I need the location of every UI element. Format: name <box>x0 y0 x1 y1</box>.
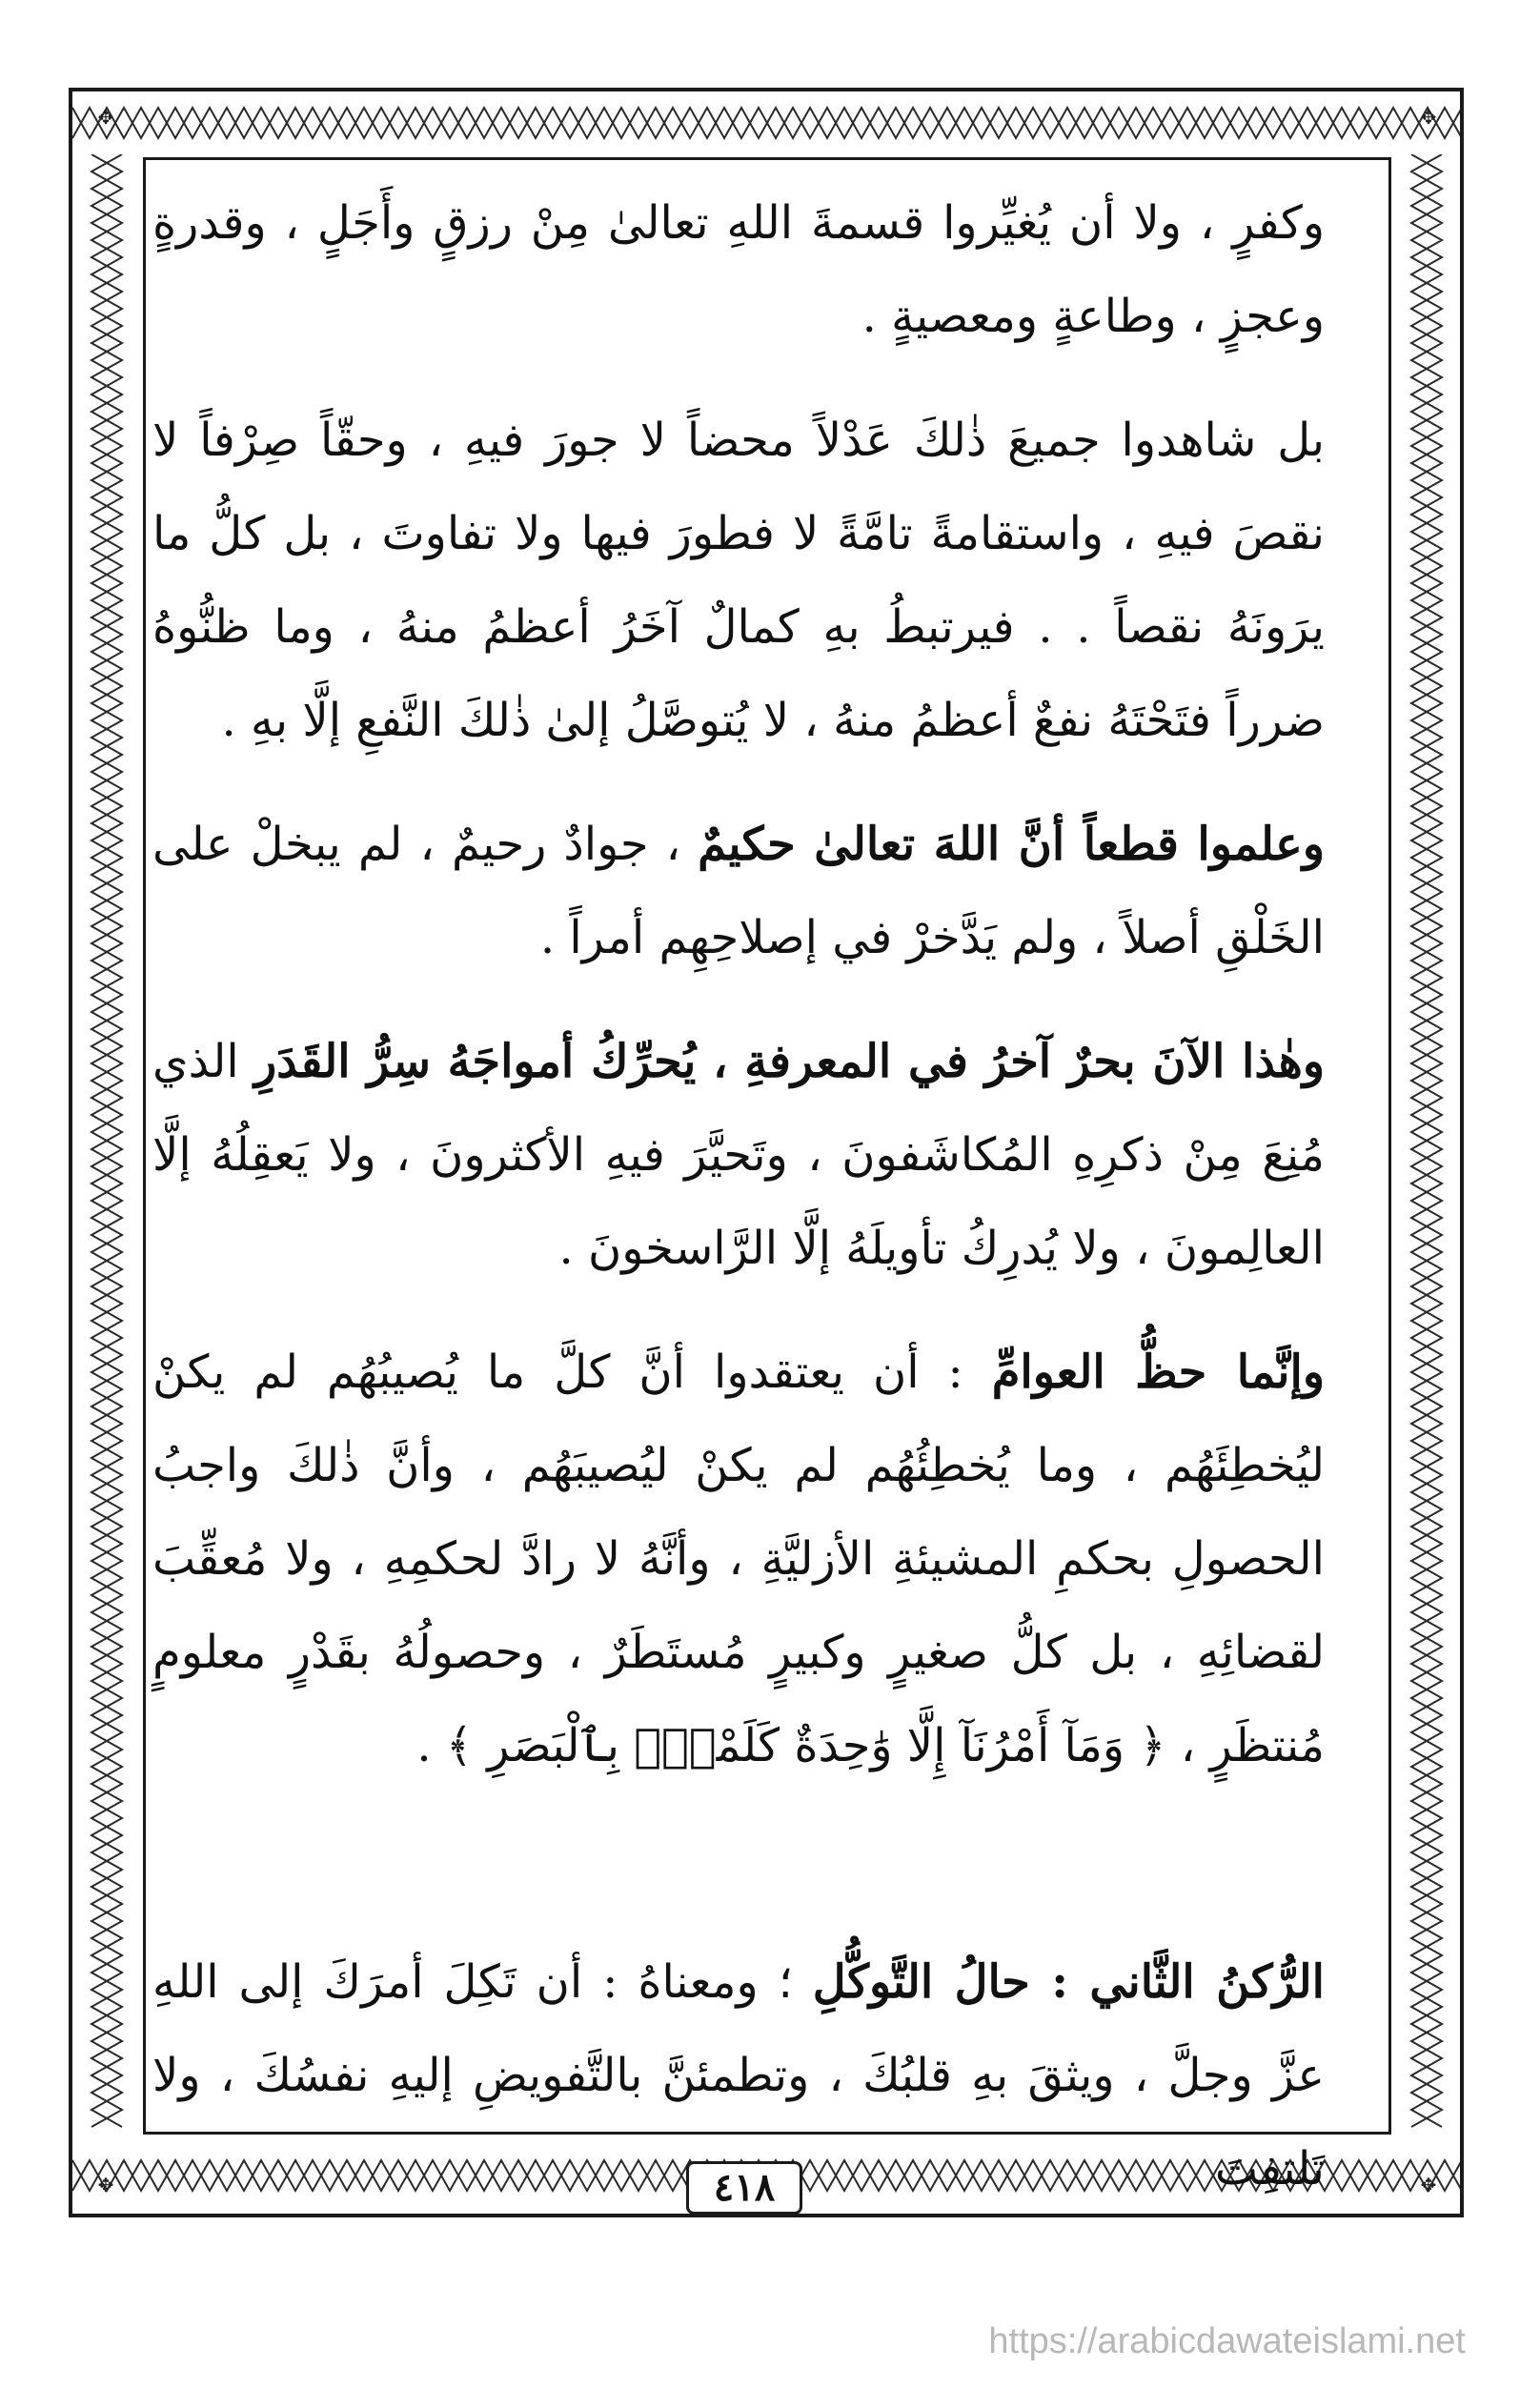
corner-ornament-top-left-icon: ✥ <box>1420 106 1437 129</box>
paragraph-end: . <box>416 1719 446 1772</box>
watermark-url: https://arabicdawateislami.net <box>988 2321 1466 2361</box>
paragraph-text: : أن يعتقدوا أنَّ كلَّ ما يُصيبُهُم لم يكنْ ليُخطِئَهُم ، وما يُخطِئُهُم لم يكنْ ليُصيبَهُم ، وأنَّ ذٰلكَ واجبُ الحصولِ بحكمِ المشيئةِ الأزليَّةِ ، وأنَّهُ لا رادَّ لحكمِهِ ، ولا مُعقِّبَ لقضائِهِ ، بل كلُّ صغيرٍ وكبيرٍ مُستَطَرٌ ، وحصولُهُ بقَدْرٍ معلومٍ مُنتظَرٍ ، <box>152 1346 1325 1772</box>
page-number: ٤١٨ <box>686 2161 802 2215</box>
paragraph-text: ؛ ومعناهُ : أن تَكِلَ أمرَكَ إلى اللهِ عزَّ وجلَّ ، ويثقَ بهِ قلبُكَ ، وتطمئنَّ بالتَّفويضِ إليهِ نفسُكَ ، ولا تَلتفِتَ <box>152 1955 1325 2196</box>
paragraph-4 <box>152 1015 1325 1295</box>
paragraph-text: ، جوادٌ رحيمٌ ، لم يبخلْ على الخَلْقِ أصلاً ، ولم يَدَّخرْ في إصلاحِهِم أمراً . <box>152 818 1325 964</box>
quran-verse: ﴿ وَمَآ أَمْرُنَآ إِلَّا وَٰحِدَةٌ كَلَمْحٍۭ بِٱلْبَصَرِ ﴾ <box>445 1719 1166 1772</box>
paragraph-lead: وهٰذا الآنَ بحرٌ آخرُ في المعرفةِ ، يُحرِّكُ أمواجَهُ سِرُّ القَدَرِ <box>253 1035 1325 1088</box>
corner-ornament-bottom-left-icon: ✥ <box>1420 2174 1437 2196</box>
paragraph-1 <box>152 176 1325 363</box>
paragraph-text: الذي مُنِعَ مِنْ ذكرِهِ المُكاشَفونَ ، وتَحيَّرَ فيهِ الأكثرونَ ، ولا يَعقِلُهُ إلَّا العالِمونَ ، ولا يُدرِكُ تأويلَهُ إلَّا الرَّاسخونَ . <box>152 1035 1325 1275</box>
paragraph-text: وكفرٍ ، ولا أن يُغيِّروا قسمةَ اللهِ تعالىٰ مِنْ رزقٍ وأَجَلٍ ، وقدرةٍ وعجزٍ ، وطاعةٍ ومعصيةٍ . <box>152 196 1325 343</box>
paragraph-lead: وإنَّما حظُّ العوامِّ <box>991 1346 1326 1399</box>
corner-ornament-top-right-icon: ✥ <box>97 106 114 129</box>
corner-ornament-bottom-right-icon: ✥ <box>97 2174 114 2196</box>
paragraph-lead: وعلموا قطعاً أنَّ اللهَ تعالىٰ حكيمٌ <box>698 818 1325 871</box>
page-body-text <box>152 176 1325 2246</box>
paragraph-lead: الرُّكنُ الثَّاني : حالُ التَّوكُّلِ <box>812 1955 1325 2009</box>
paragraph-text: بل شاهدوا جميعَ ذٰلكَ عَدْلاً محضاً لا جورَ فيهِ ، وحقّاً صِرْفاً لا نقصَ فيهِ ، واستقامةً تامَّةً لا فطورَ فيها ولا تفاوتَ ، بل كلُّ ما يرَونَهُ نقصاً . . فيرتبطُ بهِ كمالٌ آخَرُ أعظمُ منهُ ، وما ظنُّوهُ ضرراً فتَحْتَهُ نفعٌ أعظمُ منهُ ، لا يُتوصَّلُ إلىٰ ذٰلكَ النَّفعِ إلَّا بهِ . <box>152 414 1325 747</box>
paragraph-2 <box>152 394 1325 767</box>
paragraph-3 <box>152 798 1325 984</box>
paragraph-5 <box>152 1326 1325 1792</box>
